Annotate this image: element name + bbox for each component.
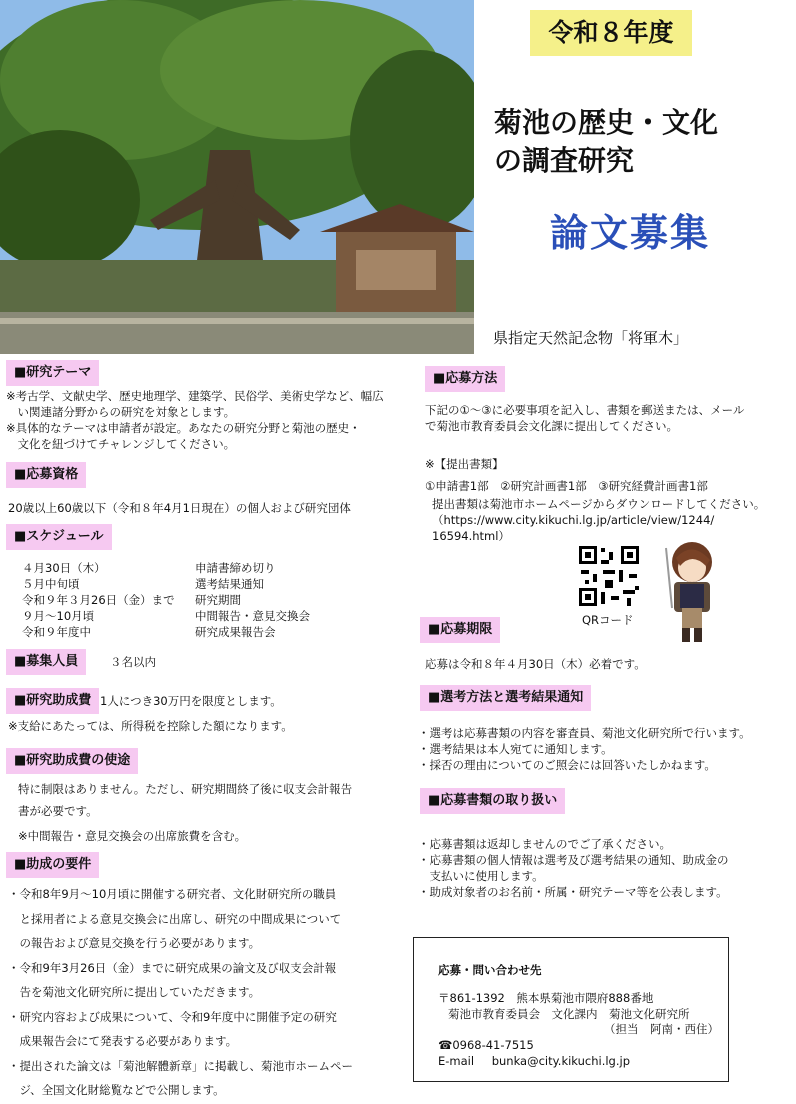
schedule-date: ４月30日（木）: [22, 561, 106, 575]
grant-use-heading: ■研究助成費の使途: [6, 748, 138, 774]
handling-line: ・助成対象者のお名前・所属・研究テーマ等を公表します。: [418, 885, 728, 899]
theme-line: ※考古学、文献史学、歴史地理学、建築学、民俗学、美術史学など、幅広: [6, 389, 384, 403]
requirement-line: ・提出された論文は「菊池解體新章」に掲載し、菊池市ホームペー: [8, 1058, 353, 1073]
download-line: 提出書類は菊池市ホームページからダウンロードしてください。: [432, 497, 766, 511]
requirement-line: 成果報告会にて発表する必要があります。: [8, 1034, 238, 1048]
samurai-mascot-icon: [656, 538, 720, 646]
download-text: [432, 496, 765, 544]
handling-line: 支払いに使用します。: [418, 869, 544, 883]
page-title: [494, 104, 784, 180]
recruit-heading: ■募集人員: [6, 649, 86, 675]
handling-heading: ■応募書類の取り扱い: [420, 788, 565, 814]
grant-note: ※支給にあたっては、所得税を控除した額になります。: [8, 719, 293, 733]
download-line: （https://www.city.kikuchi.lg.jp/article/view/1244/: [432, 513, 715, 527]
recruit-text: ３名以内: [110, 655, 156, 669]
requirement-line: 告を菊池文化研究所に提出していただきます。: [8, 985, 261, 999]
docs-label: ※【提出書類】: [425, 457, 504, 471]
title-line-2: の調査研究: [494, 144, 635, 177]
schedule-date: 令和９年３月26日（金）まで: [22, 593, 175, 607]
grant-use-line: 特に制限はありません。ただし、研究期間終了後に収支会計報告: [18, 782, 353, 796]
handling-line: ・応募書類の個人情報は選考及び選考結果の通知、助成金の: [418, 853, 729, 867]
requirement-line: ・研究内容および成果について、令和9年度中に開催予定の研究: [8, 1009, 337, 1024]
theme-line: い関連諸分野からの研究を対象とします。: [6, 405, 236, 419]
schedule-date: ９月～10月頃: [22, 609, 95, 623]
handling-line: ・応募書類は返却しませんのでご了承ください。: [418, 837, 671, 851]
schedule-events: [195, 560, 310, 640]
requirement-line: と採用者による意見交換会に出席し、研究の中間成果について: [8, 911, 342, 926]
schedule-event: 申請書締め切り: [195, 561, 276, 575]
schedule-heading: ■スケジュール: [6, 524, 112, 550]
grant-use-text: [18, 778, 352, 822]
selection-line: ・採否の理由についてのご照会には回答いたしかねます。: [418, 758, 716, 772]
requirement-line: ・令和8年9月～10月頃に開催する研究者、文化財研究所の職員: [8, 887, 337, 901]
contact-box: [413, 937, 729, 1082]
theme-heading: ■研究テーマ: [6, 360, 99, 386]
selection-heading: ■選考方法と選考結果通知: [420, 685, 591, 711]
docs-list: ①申請書1部 ②研究計画書1部 ③研究経費計画書1部: [425, 479, 708, 493]
deadline-text: 応募は令和８年４月30日（木）必着です。: [425, 657, 646, 671]
selection-line: ・選考は応募書類の内容を審査員、菊池文化研究所で行います。: [418, 726, 751, 740]
schedule-event: 中間報告・意見交換会: [195, 609, 310, 623]
grant-use-note: ※中間報告・意見交換会の出席旅費を含む。: [18, 829, 247, 843]
schedule-dates: [22, 560, 175, 640]
deadline-heading: ■応募期限: [420, 617, 500, 643]
theme-line: 文化を紐づけてチャレンジしてください。: [6, 437, 236, 451]
grant-heading: ■研究助成費: [6, 688, 99, 714]
schedule-date: 令和９年度中: [22, 625, 91, 639]
contact-org: 菊池市教育委員会 文化課内 菊池文化研究所: [448, 1007, 690, 1021]
schedule-event: 選考結果通知: [195, 577, 264, 591]
qr-code-icon[interactable]: [578, 545, 640, 607]
camphor-tree-photo: [0, 0, 474, 354]
schedule-event: 研究成果報告会: [195, 625, 276, 639]
eligibility-text: 20歳以上60歳以下（令和８年4月1日現在）の個人および研究団体: [8, 501, 351, 515]
contact-heading: 応募・問い合わせ先: [438, 963, 542, 977]
email-link[interactable]: bunka@city.kikuchi.lg.jp: [491, 1054, 631, 1068]
requirement-line: の報告および意見交換を行う必要があります。: [8, 936, 261, 950]
grant-text: 1人につき30万円を限度とします。: [100, 694, 282, 708]
photo-caption: 県指定天然記念物「将軍木」: [493, 329, 689, 347]
method-text: [425, 402, 744, 434]
requirements-heading: ■助成の要件: [6, 852, 99, 878]
contact-tel: ☎0968-41-7515: [438, 1038, 534, 1052]
qr-label: QRコード: [582, 613, 634, 627]
theme-text: [6, 388, 384, 452]
handling-text: [418, 836, 729, 900]
requirement-line: ・令和9年3月26日（金）までに研究成果の論文及び収支会計報: [8, 960, 337, 975]
selection-line: ・選考結果は本人宛てに通知します。: [418, 742, 613, 756]
selection-text: [418, 725, 751, 773]
requirement-line: ジ、全国文化財総覧などで公開します。: [8, 1083, 225, 1097]
contact-address: 〒861-1392 熊本県菊池市隈府888番地: [438, 991, 654, 1005]
method-line: で菊池市教育委員会文化課に提出してください。: [425, 419, 678, 433]
eligibility-heading: ■応募資格: [6, 462, 86, 488]
call-for-papers-title: 論文募集: [549, 211, 710, 255]
download-line: 16594.html）: [432, 529, 510, 543]
theme-line: ※具体的なテーマは申請者が設定。あなたの研究分野と菊池の歴史・: [6, 421, 361, 435]
email-label: E-mail: [438, 1054, 475, 1068]
method-heading: ■応募方法: [425, 366, 505, 392]
schedule-date: ５月中旬頃: [22, 577, 80, 591]
grant-use-line: 書が必要です。: [18, 804, 98, 818]
title-line-1: 菊池の歴史・文化: [494, 106, 719, 139]
fiscal-year-badge: 令和８年度: [530, 10, 692, 56]
contact-persons: （担当 阿南・西住）: [604, 1022, 719, 1036]
contact-email-row: [438, 1053, 630, 1069]
method-line: 下記の①～③に必要事項を記入し、書類を郵送または、メール: [425, 403, 745, 417]
requirements-text: [8, 882, 353, 1103]
schedule-event: 研究期間: [195, 593, 241, 607]
